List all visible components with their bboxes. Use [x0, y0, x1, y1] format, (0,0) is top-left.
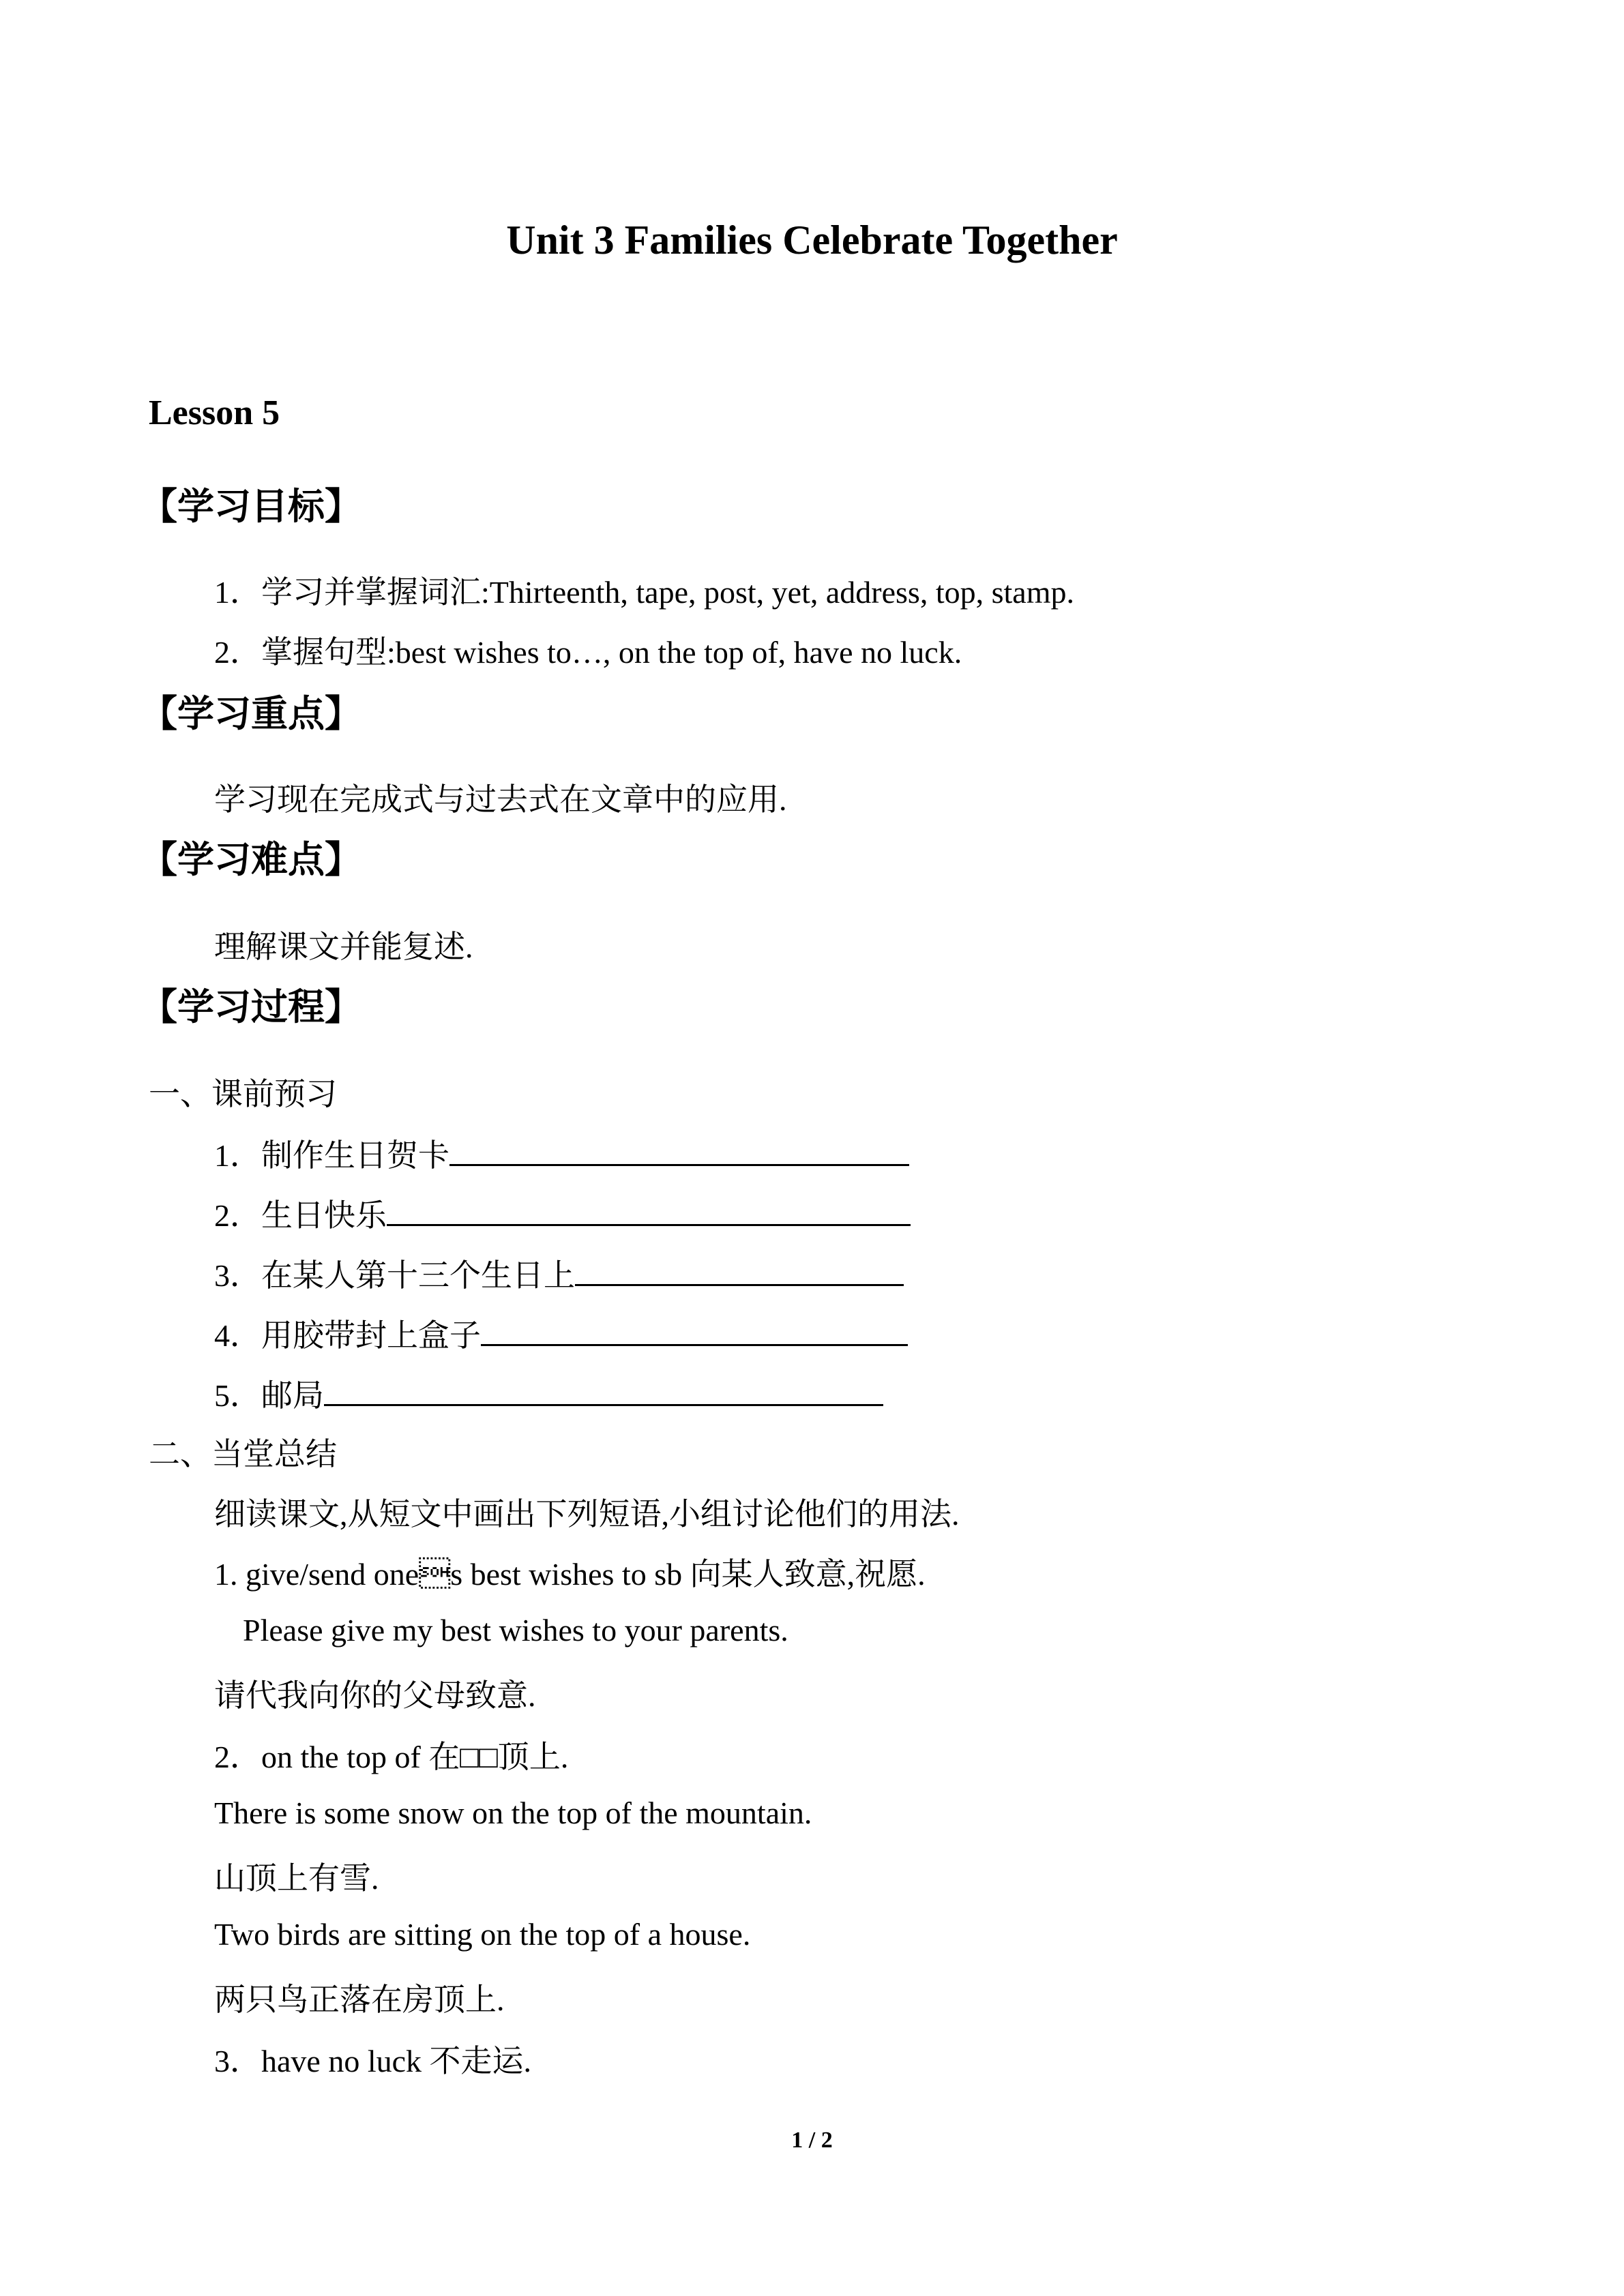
preview-item-label: 2．生日快乐	[214, 1198, 387, 1233]
section-objectives: 【学习目标】	[141, 485, 361, 528]
summary-intro: 细读课文,从短文中画出下列短语,小组讨论他们的用法.	[214, 1497, 960, 1532]
summary-line-9: 3．have no luck 不走运.	[214, 2044, 532, 2078]
preview-item-label: 1．制作生日贺卡	[214, 1138, 449, 1173]
answer-blank[interactable]	[387, 1197, 911, 1226]
preview-item-label: 5．邮局	[214, 1378, 324, 1413]
section-difficulties: 【学习难点】	[141, 838, 361, 881]
summary-line-5: There is some snow on the top of the mountain.	[214, 1795, 812, 1830]
objective-2: 2．掌握句型:best wishes to…, on the top of, have no luck.	[214, 635, 962, 670]
page-title: Unit 3 Families Celebrate Together	[506, 218, 1118, 263]
lesson-heading: Lesson 5	[149, 393, 280, 432]
preview-item-4	[214, 1311, 908, 1356]
preview-item-label: 3．在某人第十三个生日上	[214, 1258, 575, 1293]
preview-item-1	[214, 1131, 909, 1176]
answer-blank[interactable]	[449, 1137, 909, 1166]
summary-heading: 二、当堂总结	[149, 1437, 337, 1472]
summary-line-1: 1. give/send ones best wishes to sb 向某人致意,祝愿.	[214, 1557, 926, 1592]
preview-item-5	[214, 1371, 883, 1416]
summary-line-8: 两只鸟正落在房顶上.	[214, 1982, 505, 2017]
preview-item-3	[214, 1251, 904, 1296]
answer-blank[interactable]	[481, 1317, 908, 1346]
preview-item-label: 4．用胶带封上盒子	[214, 1318, 481, 1353]
answer-blank[interactable]	[324, 1377, 883, 1406]
page-number: 1 / 2	[791, 2128, 833, 2153]
summary-line-4: 2．on the top of 在□□顶上.	[214, 1740, 569, 1774]
difficulty-text: 理解课文并能复述.	[214, 929, 473, 964]
summary-line-3: 请代我向你的父母致意.	[214, 1678, 536, 1713]
key-point-text: 学习现在完成式与过去式在文章中的应用.	[214, 782, 787, 817]
preview-heading: 一、课前预习	[149, 1077, 337, 1112]
summary-line-7: Two birds are sitting on the top of a house.	[214, 1917, 751, 1952]
summary-line-2: Please give my best wishes to your parents.	[243, 1613, 788, 1648]
answer-blank[interactable]	[575, 1257, 904, 1286]
section-key-points: 【学习重点】	[141, 692, 361, 735]
section-process: 【学习过程】	[141, 985, 361, 1028]
objective-1: 1．学习并掌握词汇:Thirteenth, tape, post, yet, address, top, stamp.	[214, 575, 1074, 610]
preview-item-2	[214, 1191, 911, 1236]
summary-line-6: 山顶上有雪.	[214, 1861, 379, 1896]
